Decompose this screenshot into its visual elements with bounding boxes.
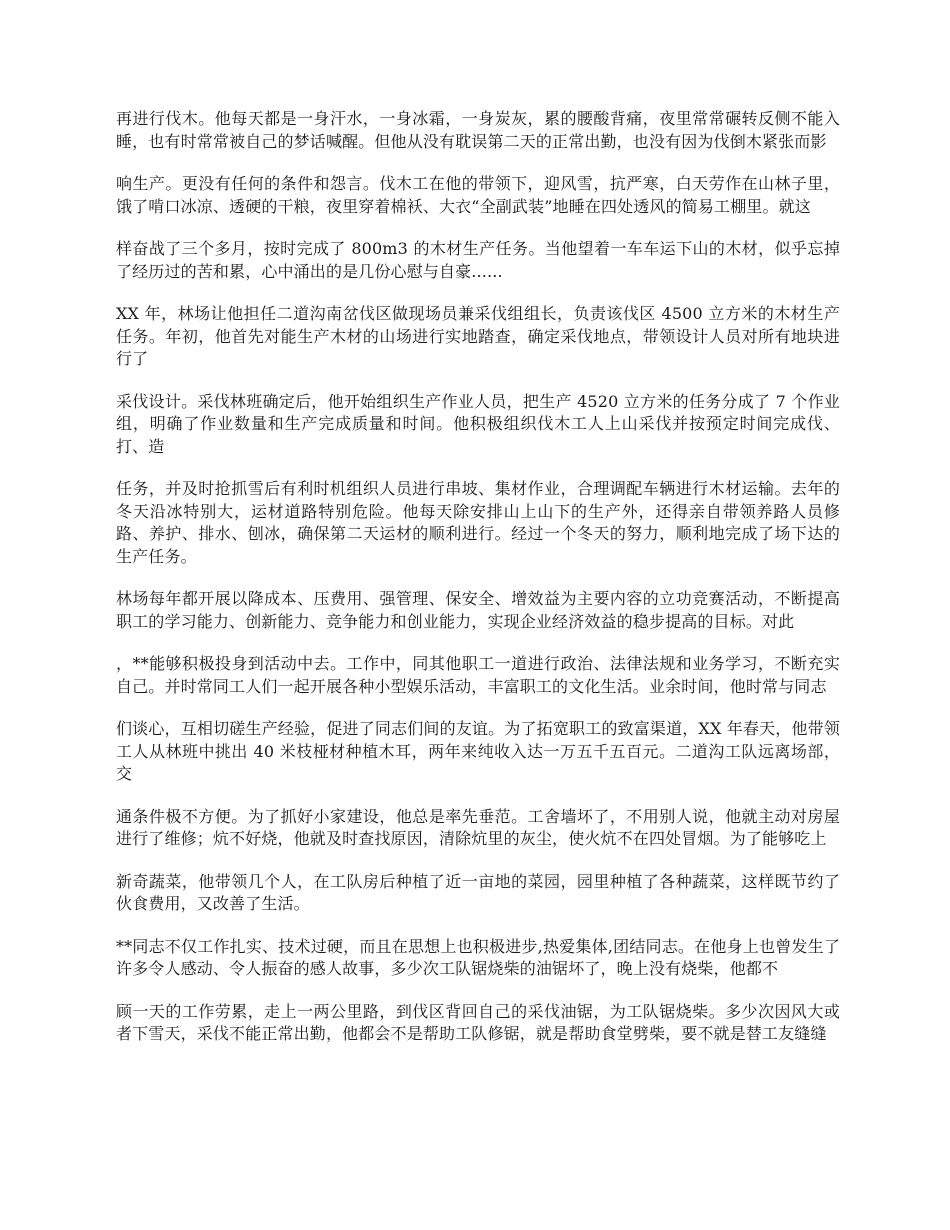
document-body bbox=[116, 108, 840, 1066]
paragraph-5: 采伐设计。采伐林班确定后，他开始组织生产作业人员，把生产 4520 立方米的任务分成了 7 个作业组，明确了作业数量和生产完成质量和时间。他积极组织伐木工人上山采伐并按预定时间完成伐、打、造 bbox=[116, 391, 840, 456]
paragraph-2: 响生产。更没有任何的条件和怨言。伐木工在他的带领下，迎风雪，抗严寒，白天劳作在山林子里，饿了啃口冰凉、透硬的干粮，夜里穿着棉袄、大衣“全副武装”地睡在四处透风的简易工棚里。就这 bbox=[116, 174, 840, 216]
paragraph-6: 任务，并及时抢抓雪后有利时机组织人员进行串坡、集材作业，合理调配车辆进行木材运输。去年的冬天沿冰特别大，运材道路特别危险。他每天除安排山上山下的生产外，还得亲自带领养路人员修路、养护、排水、刨冰，确保第二天运材的顺利进行。经过一个冬天的努力，顺利地完成了场下达的生产任务。 bbox=[116, 479, 840, 566]
paragraph-13: 顾一天的工作劳累，走上一两公里路，到伐区背回自己的采伐油锯，为工队锯烧柴。多少次因风大或者下雪天，采伐不能正常出勤，他都会不是帮助工队修锯，就是帮助食堂劈柴，要不就是替工友缝缝 bbox=[116, 1001, 840, 1043]
paragraph-7: 林场每年都开展以降成本、压费用、强管理、保安全、增效益为主要内容的立功竞赛活动，不断提高职工的学习能力、创新能力、竞争能力和创业能力，实现企业经济效益的稳步提高的目标。对此 bbox=[116, 589, 840, 631]
paragraph-9: 们谈心，互相切磋生产经验，促进了同志们间的友谊。为了拓宽职工的致富渠道，XX 年春天，他带领工人从林班中挑出 40 米枝桠材种植木耳，两年来纯收入达一万五千五百元。二道沟工队远离场部，交 bbox=[116, 719, 840, 783]
paragraph-1: 再进行伐木。他每天都是一身汗水，一身冰霜，一身炭灰，累的腰酸背痛，夜里常常碾转反侧不能入睡，也有时常常被自己的梦话喊醒。但他从没有耽误第二天的正常出勤，也没有因为伐倒木紧张而影 bbox=[116, 109, 840, 151]
paragraph-8: ，**能够积极投身到活动中去。工作中，同其他职工一道进行政治、法律法规和业务学习，不断充实自己。并时常同工人们一起开展各种小型娱乐活动，丰富职工的文化生活。业余时间，他时常与同志 bbox=[116, 654, 840, 696]
paragraph-10: 通条件极不方便。为了抓好小家建设，他总是率先垂范。工舍墙坏了，不用别人说，他就主动对房屋进行了维修；炕不好烧，他就及时查找原因，清除炕里的灰尘，使火炕不在四处冒烟。为了能够吃上 bbox=[116, 806, 840, 848]
paragraph-4: XX 年，林场让他担任二道沟南岔伐区做现场员兼采伐组组长，负责该伐区 4500 立方米的木材生产任务。年初，他首先对能生产木材的山场进行实地踏查，确定采伐地点，带领设计人员对所有地块进行了 bbox=[116, 304, 840, 368]
paragraph-11: 新奇蔬菜，他带领几个人，在工队房后种植了近一亩地的菜园，园里种植了各种蔬菜，这样既节约了伙食费用，又改善了生活。 bbox=[116, 871, 840, 913]
paragraph-3: 样奋战了三个多月，按时完成了 800m3 的木材生产任务。当他望着一车车运下山的木材，似乎忘掉了经历过的苦和累，心中涌出的是几份心慰与自豪...... bbox=[116, 239, 840, 281]
paragraph-12: **同志不仅工作扎实、技术过硬，而且在思想上也积极进步,热爱集体,团结同志。在他身上也曾发生了许多令人感动、令人振奋的感人故事，多少次工队锯烧柴的油锯坏了，晚上没有烧柴，他都不 bbox=[116, 936, 840, 978]
